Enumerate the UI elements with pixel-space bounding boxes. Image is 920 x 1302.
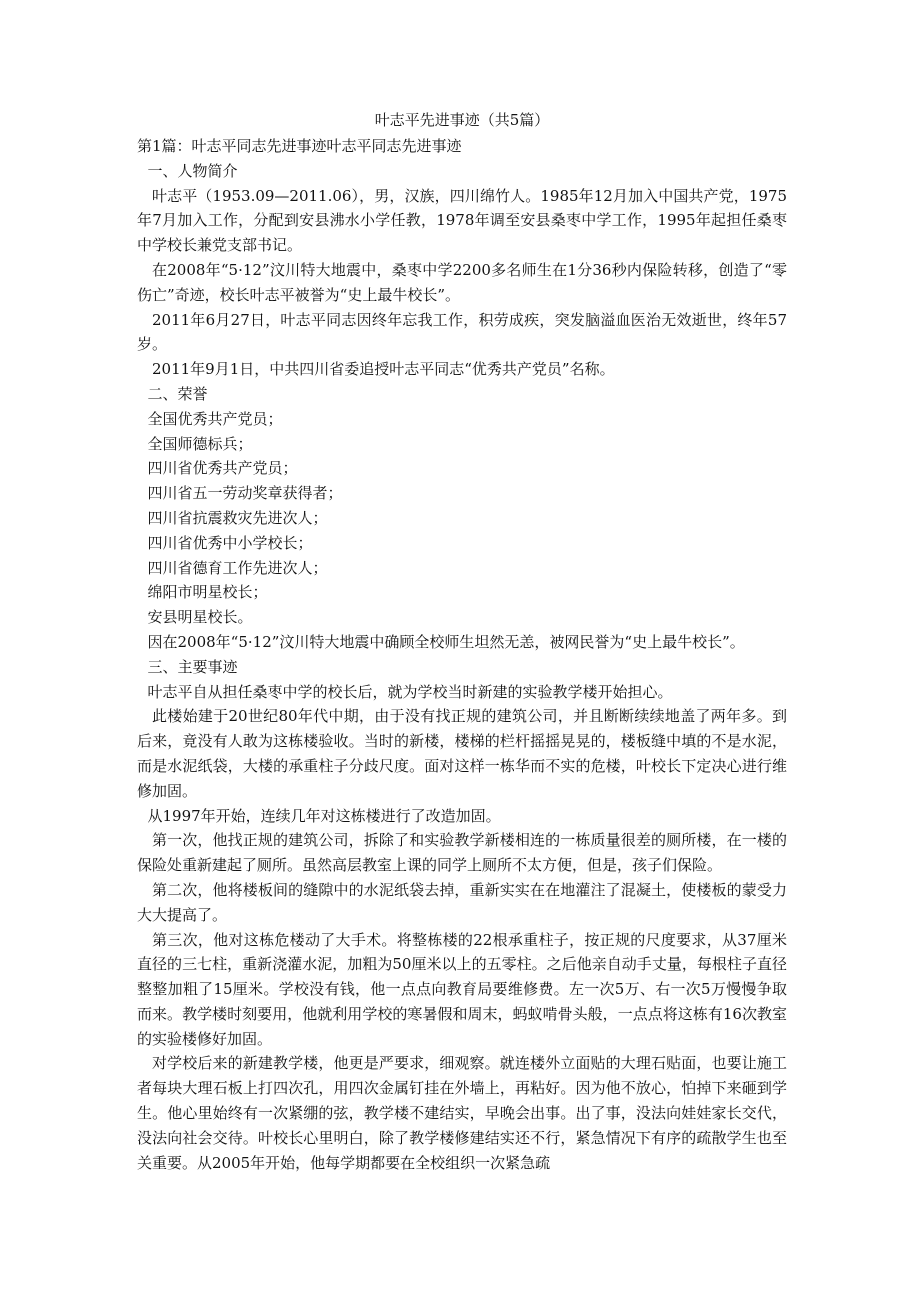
paragraph: 2011年6月27日，叶志平同志因终年忘我工作，积劳成疾，突发脑溢血医治无效逝世，终年57岁。 <box>137 310 787 354</box>
paragraph: 四川省优秀共产党员； <box>147 459 298 478</box>
paragraph: 安县明星校长。 <box>147 608 253 627</box>
paragraph: 对学校后来的新建教学楼，他更是严要求，细观察。就连楼外立面贴的大理石贴面，也要让施工者每块大理石板上打四次孔，用四次金属钉挂在外墙上，再粘好。因为他不放心，怕掉下来砸到学生。他心里始终有一次紧绷的弦，教学楼不建结实，早晚会出事。出了事，没法向娃娃家长交代，没法向社会交待。叶校长心里明白，除了教学楼修建结实还不行，紧急情况下有序的疏散学生也至关重要。从2005年开始，他每学期都要在全校组织一次紧急疏 <box>137 1054 787 1172</box>
paragraph: 2011年9月1日，中共四川省委追授叶志平同志“优秀共产党员”名称。 <box>152 360 615 379</box>
paragraph: 一、人物简介 <box>147 161 238 180</box>
paragraph: 第二次，他将楼板间的缝隙中的水泥纸袋去掉，重新实实在在地灌注了混凝土，使楼板的蒙受力大大提高了。 <box>137 880 787 924</box>
paragraph: 叶志平自从担任桑枣中学的校长后，就为学校当时新建的实验教学楼开始担心。 <box>147 682 673 701</box>
paragraph: 三、主要事迹 <box>147 657 238 676</box>
paragraph: 绵阳市明星校长； <box>147 583 268 602</box>
paragraph: 四川省五一劳动奖章获得者； <box>147 484 343 503</box>
paragraph: 第1篇：叶志平同志先进事迹叶志平同志先进事迹 <box>137 137 462 155</box>
paragraph: 四川省德育工作先进次人； <box>147 558 328 577</box>
paragraph: 全国师德标兵； <box>147 434 253 453</box>
paragraph: 叶志平（1953.09—2011.06），男，汉族，四川绵竹人。1985年12月加入中国共产党，1975年7月加入工作，分配到安县沸水小学任教，1978年调至安县桑枣中学工作，1995年起担任桑枣中学校长兼党支部书记。 <box>137 186 787 255</box>
document-title: 叶志平先进事迹（共5篇） <box>374 111 550 129</box>
paragraph: 因在2008年“5·12”汶川特大地震中确顾全校师生坦然无恙，被网民誉为“史上最牛校长”。 <box>147 632 745 651</box>
document-page <box>137 108 787 1175</box>
paragraph: 从1997年开始，连续几年对这栋楼进行了改造加固。 <box>147 806 501 825</box>
paragraph: 四川省优秀中小学校长； <box>147 533 313 552</box>
document-body <box>137 134 787 1175</box>
paragraph: 全国优秀共产党员； <box>147 409 283 428</box>
paragraph: 二、荣誉 <box>147 384 208 403</box>
paragraph: 在2008年“5·12”汶川特大地震中，桑枣中学2200多名师生在1分36秒内保险转移，创造了“零伤亡”奇迹，校长叶志平被誉为“史上最牛校长”。 <box>137 260 787 304</box>
paragraph: 第一次，他找正规的建筑公司，拆除了和实验教学新楼相连的一栋质量很差的厕所楼，在一楼的保险处重新建起了厕所。虽然高层教室上课的同学上厕所不太方便，但是，孩子们保险。 <box>137 831 787 875</box>
paragraph: 四川省抗震救灾先进次人； <box>147 508 328 527</box>
paragraph: 此楼始建于20世纪80年代中期，由于没有找正规的建筑公司，并且断断续续地盖了两年多。到后来，竟没有人敢为这栋楼验收。当时的新楼，楼梯的栏杆摇摇晃晃的，楼板缝中填的不是水泥，而是水泥纸袋，大楼的承重柱子分歧尺度。面对这样一栋华而不实的危楼，叶校长下定决心进行维修加固。 <box>137 707 787 800</box>
paragraph: 第三次，他对这栋危楼动了大手术。将整栋楼的22根承重柱子，按正规的尺度要求，从37厘米直径的三七柱，重新浇灌水泥，加粗为50厘米以上的五零柱。之后他亲自动手丈量，每根柱子直径整整加粗了15厘米。学校没有钱，他一点点向教育局要维修费。左一次5万、右一次5万慢慢争取而来。教学楼时刻要用，他就利用学校的寒暑假和周末，蚂蚁啃骨头般，一点点将这栋有16次教室的实验楼修好加固。 <box>137 930 787 1048</box>
